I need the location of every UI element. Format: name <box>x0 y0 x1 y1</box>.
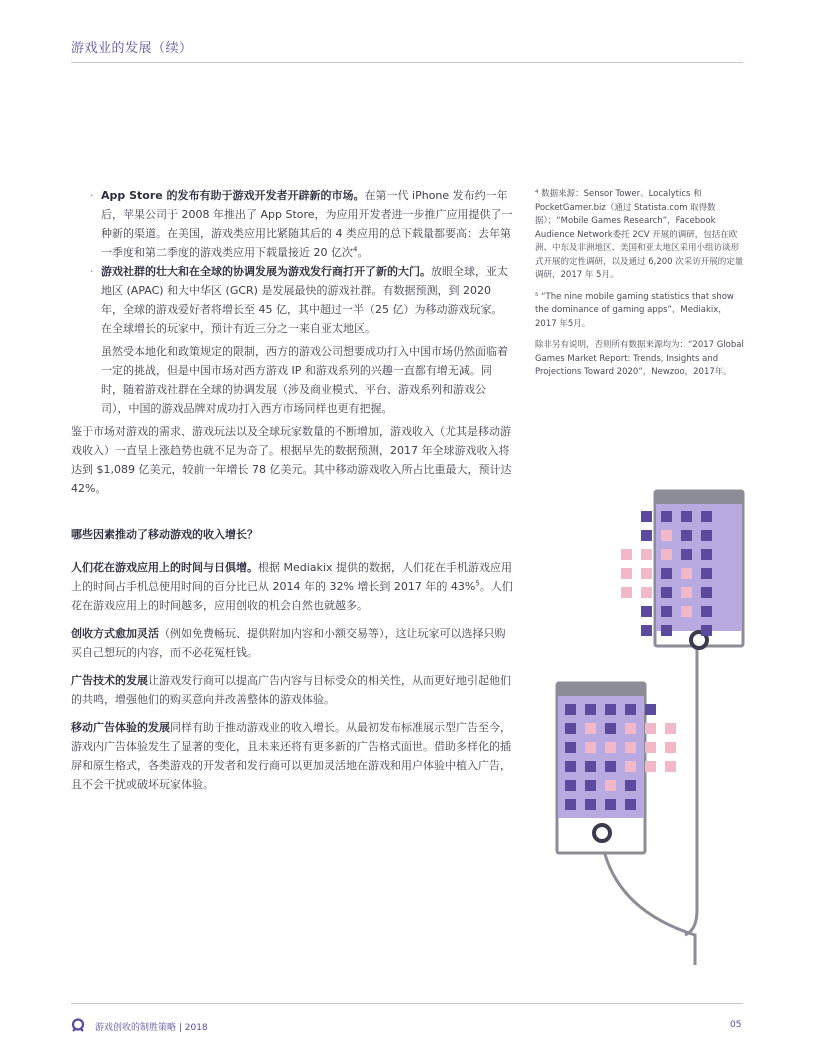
factor-bold: 广告技术的发展 <box>71 674 148 687</box>
factor-text: 根据 Mediakix 提供的数据，人们花在手机游戏应用上的时间占手机总使用时间的百分比已从 2014 年的 32% 增长到 2017 年的 43% <box>71 561 512 593</box>
pixel-block <box>645 742 656 753</box>
pixel-block <box>605 723 616 734</box>
pixel-block <box>625 742 636 753</box>
pixel-block <box>641 568 652 579</box>
footer-divider <box>71 1003 743 1004</box>
pixel-block <box>625 761 636 772</box>
pixel-block <box>605 704 616 715</box>
brand-logo-icon <box>71 1018 85 1032</box>
pixel-block <box>605 761 616 772</box>
factor-text: 让游戏发行商可以提高广告内容与目标受众的相关性，从而更好地引起他们的共鸣，增强他们的购买意向并改善整体的游戏体验。 <box>71 674 511 706</box>
bullet-dot: · <box>90 189 94 202</box>
pixel-block <box>565 780 576 791</box>
bullet-text: 在第一代 iPhone 发布约一年后，苹果公司于 2008 年推出了 App Store，为应用开发者进一步推广应用提供了一种新的渠道。在美国，游戏类应用比紧随其后的 4 类应用的总下载量都要高：去年第一季度和第二季度的游戏类应用下载量接近 20 亿次 <box>101 189 513 259</box>
pixel-block <box>681 587 692 598</box>
bullet-app-store <box>71 186 513 262</box>
pixel-block <box>565 704 576 715</box>
pixel-block <box>641 625 652 636</box>
paragraph-localization: 虽然受本地化和政策规定的限制，西方的游戏公司想要成功打入中国市场仍然面临着一定的挑战，但是中国市场对西方游戏 IP 和游戏系列的兴趣一直都有增无减。同时，随着游戏社群在全球的协调发展（涉及商业模式、平台、游戏系列和游戏公司），中国的游戏品牌对成功打入西方市场同样也更有把握。 <box>101 345 508 415</box>
pixel-block <box>605 780 616 791</box>
pixel-block <box>585 723 596 734</box>
phone-right <box>621 491 743 648</box>
pixel-block <box>585 780 596 791</box>
pixel-block <box>661 549 672 560</box>
pixel-block <box>681 568 692 579</box>
bullet-bold: App Store 的发布有助于游戏开发者开辟新的市场。 <box>101 189 365 202</box>
phone-cable-right <box>685 648 697 935</box>
pixel-block <box>565 723 576 734</box>
phone-home-button <box>594 825 610 841</box>
factor-ad-tech <box>71 671 513 709</box>
footnote-ref: 4 <box>353 245 358 254</box>
pixel-block <box>701 511 712 522</box>
factor-bold: 人们花在游戏应用上的时间与日俱增。 <box>71 561 258 574</box>
pixel-block <box>701 625 712 636</box>
pixel-block <box>585 761 596 772</box>
pixel-block <box>645 704 656 715</box>
data-source-note: 除非另有说明，否则所有数据来源均为：“2017 Global Games Market Report: Trends, Insights and Projections Toward 2020”，Newzoo，2017年。 <box>535 340 744 377</box>
pixel-block <box>701 568 712 579</box>
pixel-block <box>665 742 676 753</box>
footnote-ref: 5 <box>475 579 480 588</box>
pixel-block <box>625 704 636 715</box>
paragraph-revenue: 鉴于市场对游戏的需求、游戏玩法以及全球玩家数量的不断增加，游戏收入（尤其是移动游戏收入）一直呈上涨趋势也就不足为奇了。根据早先的数据预测，2017 年全球游戏收入将达到 $1,089 亿美元，较前一年增长 78 亿美元。其中移动游戏收入所占比重最大，预计达 42%。 <box>71 425 512 495</box>
pixel-block <box>701 549 712 560</box>
page-number: 05 <box>730 1020 742 1030</box>
sidebar-notes <box>535 188 745 388</box>
header-divider <box>71 62 743 63</box>
pixel-block <box>565 742 576 753</box>
pixel-block <box>661 530 672 541</box>
footnote-5: ⁵ “The nine mobile gaming statistics that show the dominance of gaming apps”，Mediakix，2017 年5月。 <box>535 291 734 329</box>
pixel-block <box>641 549 652 560</box>
factor-text: （例如免费畅玩、提供附加内容和小额交易等），这让玩家可以选择只购买自己想玩的内容，而不必花冤枉钱。 <box>71 627 506 659</box>
pixel-block <box>625 799 636 810</box>
pixel-block <box>621 587 632 598</box>
pixel-block <box>585 742 596 753</box>
pixel-block <box>661 606 672 617</box>
pixel-block <box>681 606 692 617</box>
phones-illustration <box>545 480 765 980</box>
pixel-block <box>681 549 692 560</box>
factor-text: 同样有助于推动游戏业的收入增长。从最初发布标准展示型广告至今，游戏内广告体验发生了显著的变化，且未来还将有更多新的广告格式面世。借助多样化的插屏和原生格式，各类游戏的开发者和发行商可以更加灵活地在游戏和用户体验中植入广告，且不会干扰或破坏玩家体验。 <box>71 721 511 791</box>
factor-bold: 移动广告体验的发展 <box>71 721 170 734</box>
pixel-block <box>585 799 596 810</box>
pixel-block <box>665 761 676 772</box>
pixel-block <box>701 606 712 617</box>
pixel-block <box>565 799 576 810</box>
bullet-dot: · <box>90 265 94 278</box>
pixel-block <box>605 742 616 753</box>
factor-bold: 创收方式愈加灵活 <box>71 627 159 640</box>
pixel-block <box>641 530 652 541</box>
pixel-block <box>645 761 656 772</box>
pixel-block <box>681 530 692 541</box>
pixel-block <box>605 799 616 810</box>
pixel-block <box>621 568 632 579</box>
pixel-block <box>681 511 692 522</box>
pixel-block <box>585 704 596 715</box>
section-heading: 哪些因素推动了移动游戏的收入增长？ <box>71 528 258 541</box>
pixel-block <box>625 780 636 791</box>
pixel-block <box>645 723 656 734</box>
footnote-4: ⁴ 数据来源：Sensor Tower、Localytics 和 PocketGamer.biz（通过 Statista.com 取得数据）；“Mobile Games Research”，Facebook Audience Network委托 2CV 开展的调研，包括在欧洲、中东及非洲地区、美国和亚太地区采用小组访谈形式开展的定性调研，以及通过 6,200 次采访开展的定量调研，2017 年 5月。 <box>535 189 744 280</box>
pixel-block <box>625 723 636 734</box>
bullet-end: 。 <box>357 246 369 259</box>
main-column <box>71 186 513 794</box>
pixel-block <box>701 530 712 541</box>
factors-list <box>71 558 513 794</box>
pixel-block <box>621 549 632 560</box>
pixel-block <box>641 606 652 617</box>
factor-monetization <box>71 624 513 662</box>
factor-end: 。人们花在游戏应用上的时间越多，应用创收的机会自然也就越多。 <box>71 580 513 612</box>
pixel-block <box>661 625 672 636</box>
bullet-bold: 游戏社群的壮大和在全球的协调发展为游戏发行商打开了新的大门。 <box>101 265 431 278</box>
bullet-community <box>71 262 513 338</box>
pixel-block <box>565 761 576 772</box>
pixel-block <box>641 587 652 598</box>
phone-cable-left <box>602 842 695 965</box>
pixel-block <box>641 511 652 522</box>
footer-title: 游戏创收的制胜策略 | 2018 <box>95 1023 208 1033</box>
pixel-block <box>665 723 676 734</box>
bullet-text: 放眼全球，亚太地区 (APAC) 和大中华区 (GCR) 是发展最快的游戏社群。有数据预测，到 2020 年，全球的游戏爱好者将增长至 45 亿，其中超过一半（25 亿）为移动游戏玩家。在全球增长的玩家中，预计有近三分之一来自亚太地区。 <box>101 265 508 335</box>
page-header-title: 游戏业的发展（续） <box>71 41 193 56</box>
pixel-block <box>661 568 672 579</box>
factor-time-spent <box>71 558 513 615</box>
pixel-block <box>701 587 712 598</box>
pixel-block <box>661 511 672 522</box>
factor-mobile-ads <box>71 718 513 794</box>
phone-left <box>557 683 676 853</box>
pixel-block <box>661 587 672 598</box>
